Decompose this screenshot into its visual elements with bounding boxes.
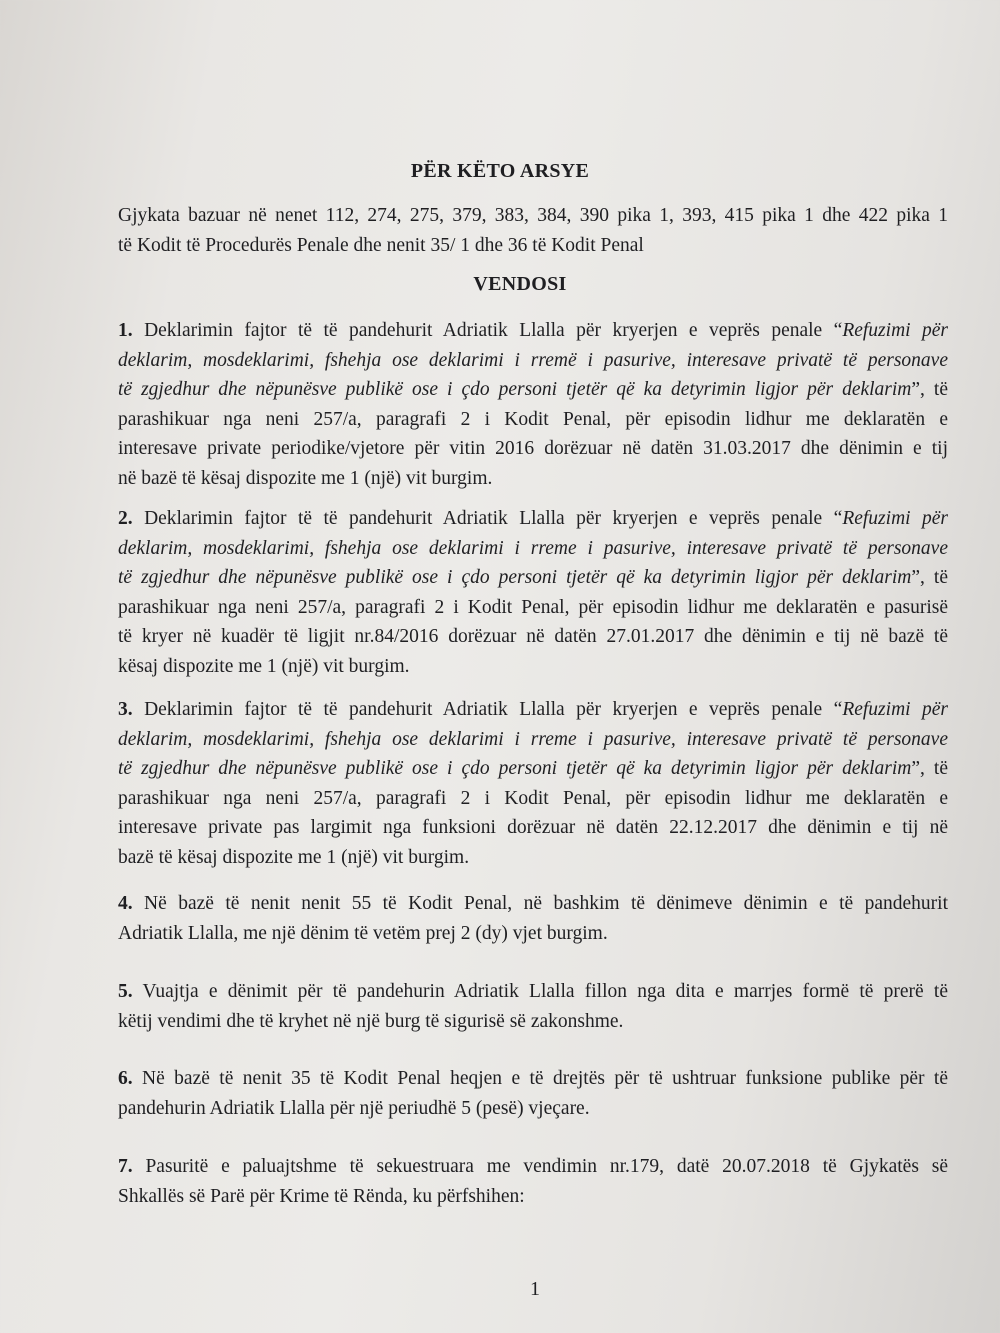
decision-item-3 bbox=[118, 695, 948, 872]
intro-paragraph bbox=[118, 201, 948, 260]
item-text: parashikuar nga neni 257/a, paragrafi 2 i Kodit Penal, për episodin lidhur me deklaratën e pasurisë bbox=[118, 596, 948, 618]
item-lead-text: Deklarimin fajtor të të pandehurit Adriatik Llalla për kryerjen e veprës penale “ bbox=[132, 699, 843, 720]
item-number: 1. bbox=[118, 320, 133, 341]
item-text: interesave private periodike/vjetore për vitin 2016 dorëzuar në datën 31.03.2017 dhe dënimin e tij bbox=[118, 438, 948, 459]
item-quote-text: deklarim, mosdeklarimi, fshehja ose deklarimi i rreme i pasurive, interesave privatë të personave bbox=[118, 537, 948, 559]
item-text: ”, të bbox=[911, 758, 949, 779]
item-text: Shkallës së Parë për Krime të Rënda, ku përfshihen: bbox=[118, 1185, 525, 1207]
item-quote-text: të zgjedhur dhe nëpunësve publikë ose i çdo personi tjetër që ka detyrimin ligjor për deklarim bbox=[118, 758, 912, 779]
item-text: kësaj dispozite me 1 (një) vit burgim. bbox=[118, 655, 410, 677]
item-number: 5. bbox=[118, 981, 133, 1002]
page-number: 1 bbox=[530, 1278, 540, 1300]
item-quote-text: deklarim, mosdeklarimi, fshehja ose deklarimi i rremë i pasurive, interesave privatë të personave bbox=[118, 349, 948, 371]
item-quote-text: të zgjedhur dhe nëpunësve publikë ose i çdo personi tjetër që ka detyrimin ligjor për deklarim bbox=[118, 379, 912, 400]
item-quote-text: Refuzimi për bbox=[842, 508, 949, 529]
document-heading: PËR KËTO ARSYE bbox=[410, 160, 590, 182]
item-number: 2. bbox=[118, 508, 133, 529]
item-text: ”, të bbox=[911, 379, 949, 400]
item-number: 3. bbox=[118, 699, 133, 720]
item-number: 4. bbox=[118, 893, 133, 914]
decision-heading: VENDOSI bbox=[473, 273, 567, 295]
item-text: këtij vendimi dhe të kryhet në një burg të sigurisë së zakonshme. bbox=[118, 1010, 624, 1032]
item-lead-text: Deklarimin fajtor të të pandehurit Adriatik Llalla për kryerjen e veprës penale “ bbox=[132, 320, 843, 341]
item-text: interesave private pas largimit nga funksioni dorëzuar në datën 22.12.2017 dhe dënimin e tij në bbox=[118, 817, 948, 838]
item-text: bazë të kësaj dispozite me 1 (një) vit burgim. bbox=[118, 846, 470, 868]
item-quote-text: të zgjedhur dhe nëpunësve publikë ose i çdo personi tjetër që ka detyrimin ligjor për deklarim bbox=[118, 567, 912, 588]
item-lead-text: Deklarimin fajtor të të pandehurit Adriatik Llalla për kryerjen e veprës penale “ bbox=[132, 508, 843, 529]
item-text: Në bazë të nenit 35 të Kodit Penal heqjen e të drejtës për të ushtruar funksione publike për të bbox=[132, 1068, 948, 1089]
decision-item-1 bbox=[118, 316, 948, 493]
item-text: Në bazë të nenit nenit 55 të Kodit Penal, në bashkim të dënimeve dënimin e të pandehurit bbox=[132, 893, 948, 914]
decision-item-6 bbox=[118, 1064, 948, 1123]
decision-item-2 bbox=[118, 504, 948, 681]
item-text: Vuajtja e dënimit për të pandehurin Adriatik Llalla fillon nga dita e marrjes formë të prerë të bbox=[132, 981, 948, 1002]
item-text: parashikuar nga neni 257/a, paragrafi 2 i Kodit Penal, për episodin lidhur me deklaratën e bbox=[118, 787, 948, 809]
item-quote-text: Refuzimi për bbox=[842, 699, 949, 720]
item-text: ”, të bbox=[911, 567, 949, 588]
item-quote-text: Refuzimi për bbox=[842, 320, 949, 341]
item-number: 7. bbox=[118, 1156, 133, 1177]
item-text: pandehurin Adriatik Llalla për një periudhë 5 (pesë) vjeçare. bbox=[118, 1097, 590, 1119]
decision-item-5 bbox=[118, 977, 948, 1036]
item-text: parashikuar nga neni 257/a, paragrafi 2 i Kodit Penal, për episodin lidhur me deklaratën e bbox=[118, 408, 948, 430]
item-quote-text: deklarim, mosdeklarimi, fshehja ose deklarimi i rreme i pasurive, interesave privatë të personave bbox=[118, 728, 948, 750]
item-text: Pasuritë e paluajtshme të sekuestruara me vendimin nr.179, datë 20.07.2018 të Gjykatës së bbox=[132, 1156, 948, 1177]
intro-line: Gjykata bazuar në nenet 112, 274, 275, 379, 383, 384, 390 pika 1, 393, 415 pika 1 dhe 422 pika 1 bbox=[118, 205, 948, 226]
item-number: 6. bbox=[118, 1068, 133, 1089]
decision-item-7 bbox=[118, 1152, 948, 1211]
decision-item-4 bbox=[118, 889, 948, 948]
item-text: të kryer në kuadër të ligjit nr.84/2016 dorëzuar në datën 27.01.2017 dhe dënimin e tij në bazë të bbox=[118, 626, 948, 647]
item-text: Adriatik Llalla, me një dënim të vetëm prej 2 (dy) vjet burgim. bbox=[118, 922, 608, 944]
intro-line: të Kodit të Procedurës Penale dhe nenit 35/ 1 dhe 36 të Kodit Penal bbox=[118, 234, 644, 256]
item-text: në bazë të kësaj dispozite me 1 (një) vit burgim. bbox=[118, 467, 493, 489]
